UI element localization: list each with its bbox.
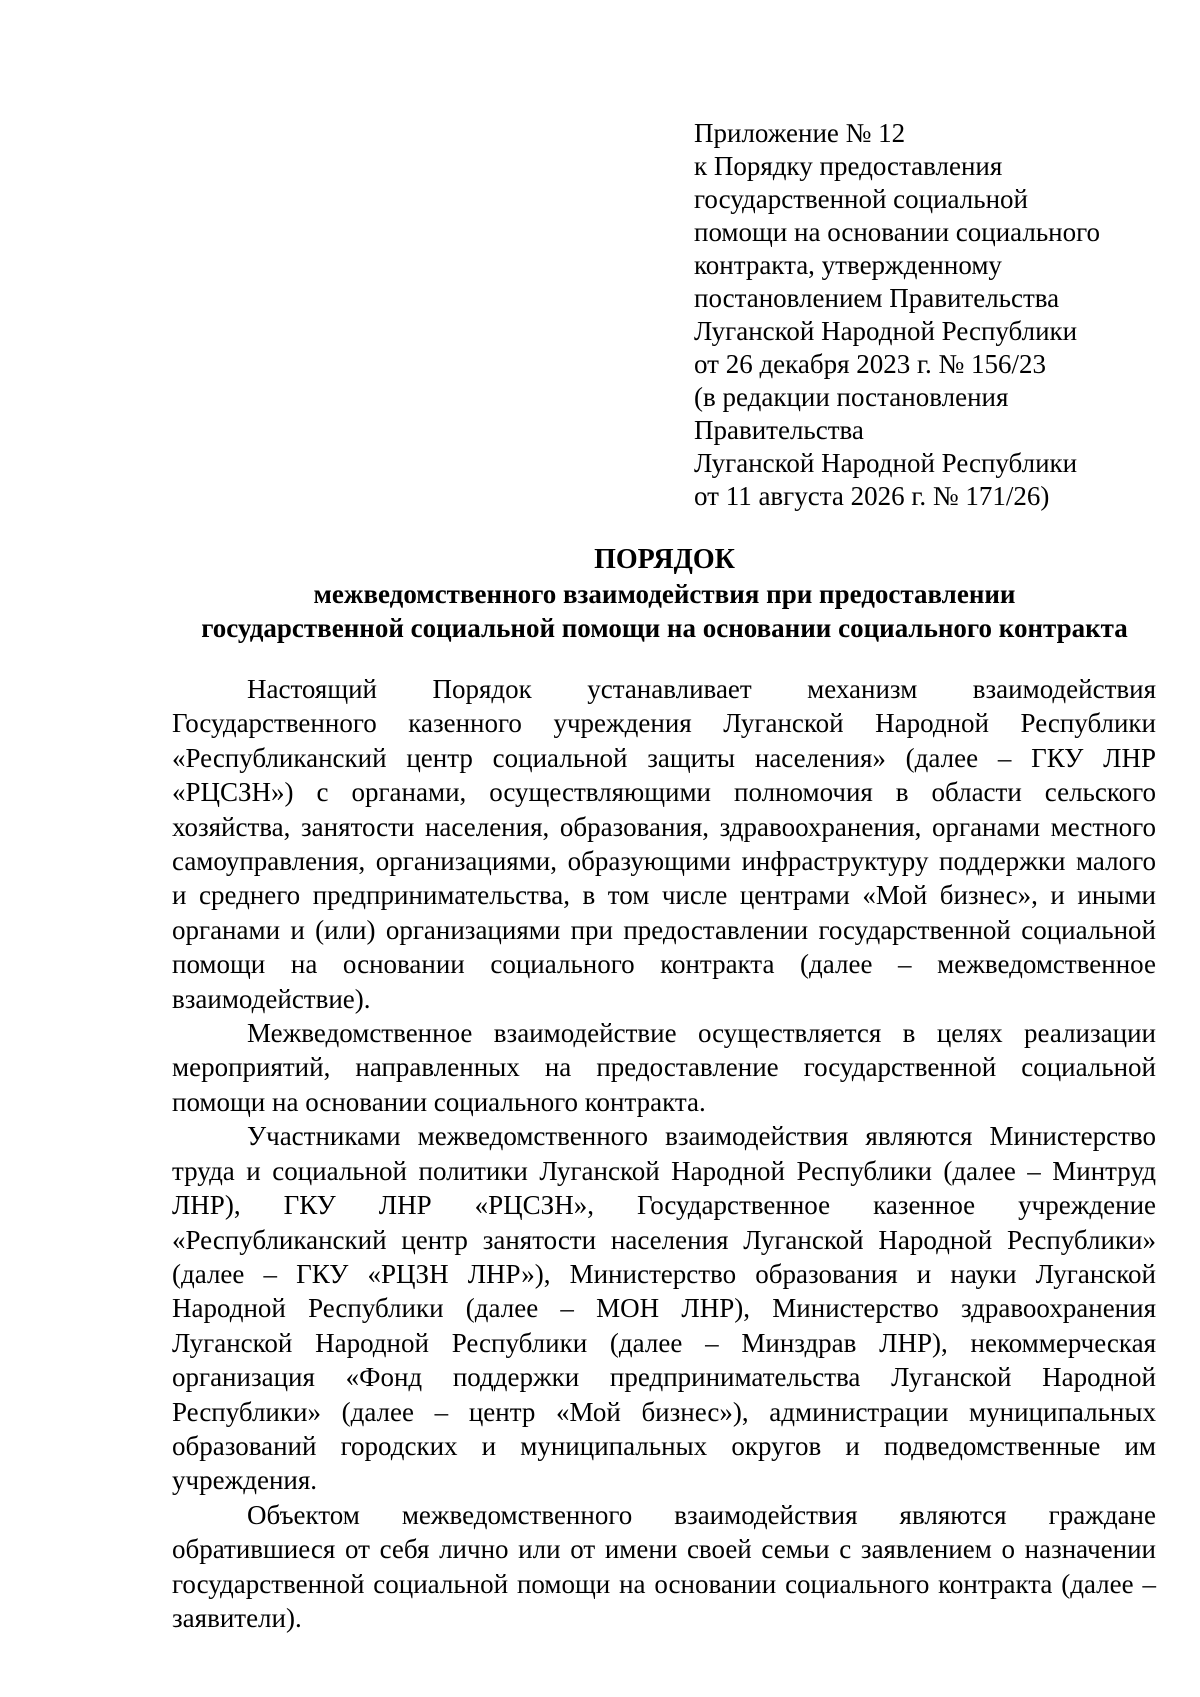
- annex-line: Луганской Народной Республики: [694, 448, 1078, 478]
- annex-line: (в редакции постановления: [694, 382, 1009, 412]
- annex-line: постановлением Правительства: [694, 283, 1060, 313]
- annex-header: [694, 117, 1164, 513]
- document-body: [172, 672, 1156, 1635]
- title-subtitle-line-2: государственной социальной помощи на основании социального контракта: [201, 613, 1128, 643]
- title-main: ПОРЯДОК: [594, 544, 735, 575]
- annex-line: Луганской Народной Республики: [694, 316, 1078, 346]
- annex-line: помощи на основании социального: [694, 217, 1101, 247]
- paragraph-object: Объектом межведомственного взаимодействия являются граждане обратившиеся от себя лично или от имени своей семьи с заявлением о назначении государственной социальной помощи на основании социального контракта (далее – заявители).: [172, 1499, 1156, 1633]
- annex-line: от 26 декабря 2023 г. № 156/23: [694, 349, 1047, 379]
- annex-line: к Порядку предоставления: [694, 151, 1003, 181]
- title-subtitle-line-1: межведомственного взаимодействия при предоставлении: [313, 579, 1016, 609]
- annex-line: от 11 августа 2026 г. № 171/26): [694, 481, 1050, 511]
- document-title: [172, 543, 1157, 645]
- paragraph-purpose: Настоящий Порядок устанавливает механизм взаимодействия Государственного казенного учреждения Луганской Народной Республики «Республиканский центр социальной защиты населения» (далее – ГКУ ЛНР «РЦСЗН») с органами, осуществляющими полномочия в области сельского хозяйства, занятости населения, образования, здравоохранения, органами местного самоуправления, организациями, образующими инфраструктуру поддержки малого и среднего предпринимательства, в том числе центрами «Мой бизнес», и иными органами и (или) организациями при предоставлении государственной социальной помощи на основании социального контракта (далее – межведомственное взаимодействие).: [172, 674, 1156, 1014]
- paragraph-participants: Участниками межведомственного взаимодействия являются Министерство труда и социальной политики Луганской Народной Республики (далее – Минтруд ЛНР), ГКУ ЛНР «РЦСЗН», Государственное казенное учреждение «Республиканский центр занятости населения Луганской Народной Республики» (далее – ГКУ «РЦЗН ЛНР»), Министерство образования и науки Луганской Народной Республики (далее – МОН ЛНР), Министерство здравоохранения Луганской Народной Республики (далее – Минздрав ЛНР), некоммерческая организация «Фонд поддержки предпринимательства Луганской Народной Республики» (далее – центр «Мой бизнес»), администрации муниципальных образований городских и муниципальных округов и подведомственные им учреждения.: [172, 1121, 1156, 1496]
- annex-line: контракта, утвержденному: [694, 250, 1002, 280]
- annex-line: Правительства: [694, 415, 864, 445]
- paragraph-goal: Межведомственное взаимодействие осуществляется в целях реализации мероприятий, направленных на предоставление государственной социальной помощи на основании социального контракта.: [172, 1018, 1156, 1117]
- annex-line: Приложение № 12: [694, 118, 906, 148]
- annex-line: государственной социальной: [694, 184, 1028, 214]
